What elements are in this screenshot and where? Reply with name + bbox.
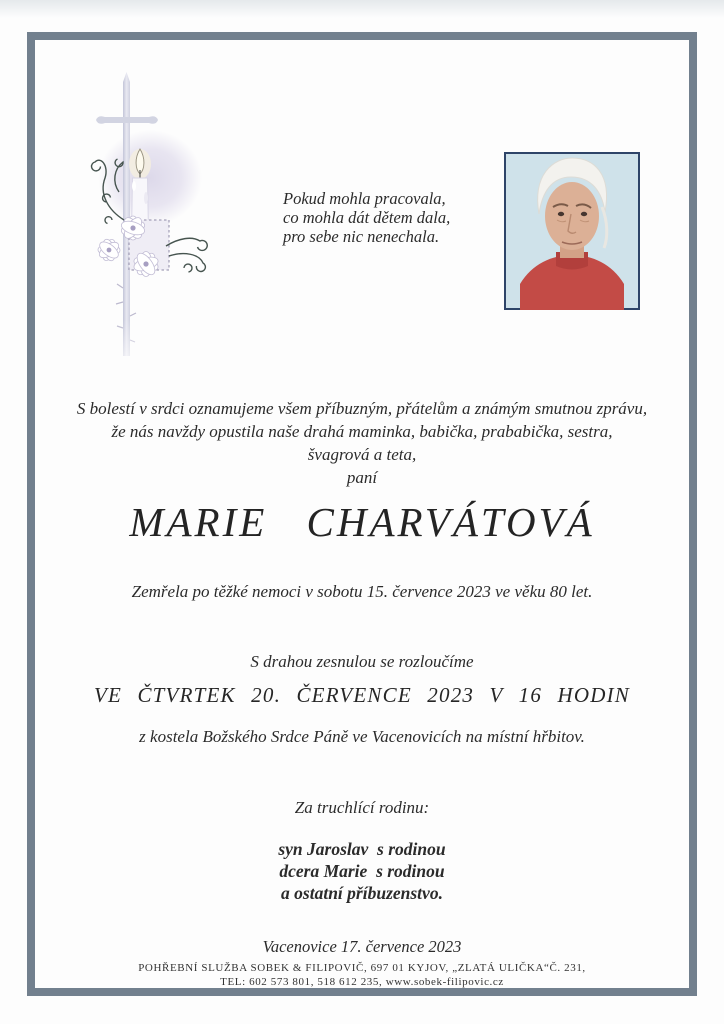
- mourning-family-list: [0, 838, 724, 904]
- death-info: Zemřela po těžké nemoci v sobotu 15. července 2023 ve věku 80 let.: [131, 582, 593, 601]
- announcement-line: švagrová a teta,: [307, 445, 417, 464]
- mourning-line: syn Jaroslav s rodinou: [278, 839, 446, 859]
- announcement-line: S bolestí v srdci oznamujeme všem příbuzným, přátelům a známým smutnou zprávu,: [76, 399, 648, 418]
- farewell-datetime: VE ČTVRTEK 20. ČERVENCE 2023 V 16 HODIN: [93, 683, 631, 707]
- quote-line: Pokud mohla pracovala,: [283, 189, 446, 208]
- footer-line-2: TEL: 602 573 801, 518 612 235, www.sobek-filipovic.cz: [220, 975, 504, 988]
- mourning-family-heading: Za truchlící rodinu:: [294, 798, 430, 817]
- place-dateline: Vacenovice 17. července 2023: [262, 937, 462, 956]
- announcement-text: [0, 397, 724, 489]
- mourning-line: a ostatní příbuzenstvo.: [281, 883, 443, 903]
- farewell-location: z kostela Božského Srdce Páně ve Vacenovicích na místní hřbitov.: [139, 727, 585, 746]
- memorial-quote: [283, 189, 513, 246]
- cross-candle-decoration: [72, 70, 258, 378]
- quote-line: pro sebe nic nenechala.: [283, 227, 440, 246]
- portrait-photo: [504, 152, 640, 310]
- mourning-line: dcera Marie s rodinou: [279, 861, 445, 881]
- quote-line: co mohla dát dětem dala,: [283, 208, 451, 227]
- footer-line-1: POHŘEBNÍ SLUŽBA SOBEK & FILIPOVIČ, 697 01 KYJOV, „ZLATÁ ULIČKA“Č. 231,: [138, 962, 586, 974]
- announcement-line: paní: [346, 468, 378, 487]
- deceased-name: MARIE CHARVÁTOVÁ: [129, 499, 595, 545]
- funeral-service-footer: [0, 962, 724, 989]
- announcement-line: že nás navždy opustila naše drahá maminka, babička, prababička, sestra,: [111, 422, 613, 441]
- farewell-intro: S drahou zesnulou se rozloučíme: [250, 652, 474, 671]
- scan-edge-shadow: [0, 0, 724, 18]
